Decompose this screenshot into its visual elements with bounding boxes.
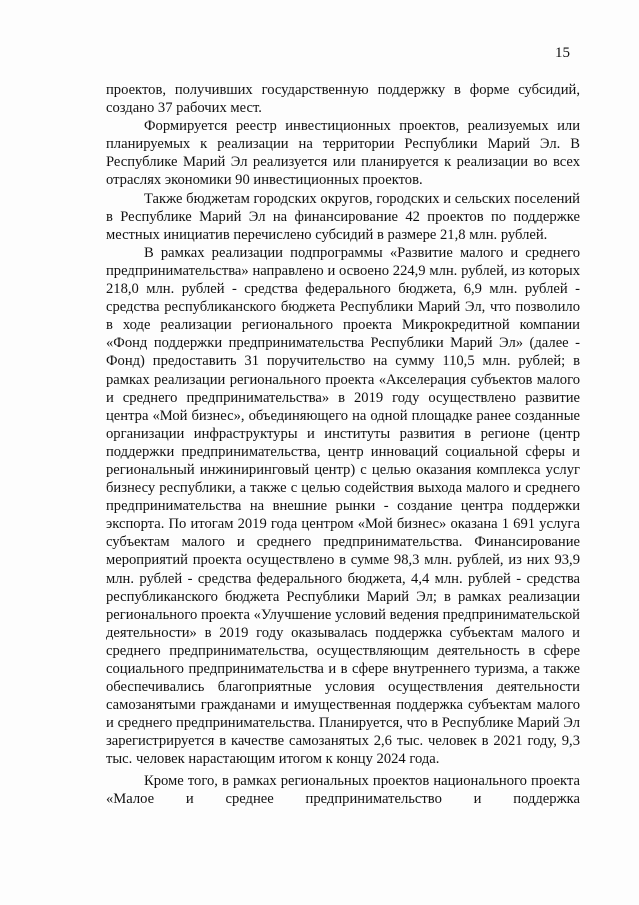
paragraph-local-initiatives: Также бюджетам городских округов, городских и сельских поселений в Республике Марий Эл на финансирование 42 проектов по поддержке местных инициатив перечислено субсидий в размере 21,8 млн. рублей. — [106, 190, 580, 243]
paragraph-investment-registry: Формируется реестр инвестиционных проектов, реализуемых или планируемых к реализации на территории Республики Марий Эл. В Республике Марий Эл реализуется или планируется к реализации во всех отраслях экономики 90 инвестиционных проектов. — [106, 118, 580, 189]
paragraph-national-project: Кроме того, в рамках региональных проектов национального проекта «Малое и среднее предпринимательство и поддержка — [106, 772, 580, 807]
body-text — [106, 81, 580, 808]
paragraph-continuation: проектов, получивших государственную поддержку в форме субсидий, создано 37 рабочих мест. — [106, 82, 580, 117]
paragraph-small-business-support: В рамках реализации подпрограммы «Развитие малого и среднего предпринимательства» направлено и освоено 224,9 млн. рублей, из которых 218,0 млн. рублей - средства федерального бюджета, 6,9 млн. рублей - средства республиканского бюджета Республики Марий Эл, что позволило в ходе реализации регионального проекта Микрокредитной компании «Фонд поддержки предпринимательства Республики Марий Эл» (далее - Фонд) предоставить 31 поручительство на сумму 110,5 млн. рублей; в рамках реализации регионального проекта «Акселерация субъектов малого и среднего предпринимательства» в 2019 году осуществлено развитие центра «Мой бизнес», объединяющего на одной площадке ранее созданные организации инфраструктуры и институты развития в регионе (центр поддержки предпринимательства, центр инноваций социальной сферы и региональный инжиниринговый центр) с целью оказания комплекса услуг бизнесу республики, а также с целью содействия выхода малого и среднего предпринимательства на внешние рынки - создание центра поддержки экспорта. По итогам 2019 года центром «Мой бизнес» оказана 1 691 услуга субъектам малого и среднего предпринимательства. Финансирование мероприятий проекта осуществлено в сумме 98,3 млн. рублей, из них 93,9 млн. рублей - средства федерального бюджета, 4,4 млн. рублей - средства республиканского бюджета Республики Марий Эл; в рамках реализации регионального проекта «Улучшение условий ведения предпринимательской деятельности» в 2019 году оказывалась поддержка субъектам малого и среднего предпринимательства, осуществляющим деятельность в сфере социального предпринимательства и в сфере внутреннего туризма, а также обеспечивались благоприятные условия осуществления деятельности самозанятыми гражданами и имущественная поддержка субъектам малого и среднего предпринимательства. Планируется, что в Республике Марий Эл зарегистрируется в качестве самозанятых 2,6 тыс. человек в 2021 году, 9,3 тыс. человек нарастающим итогом к концу 2024 года. — [106, 244, 580, 768]
page-number: 15 — [555, 45, 570, 61]
